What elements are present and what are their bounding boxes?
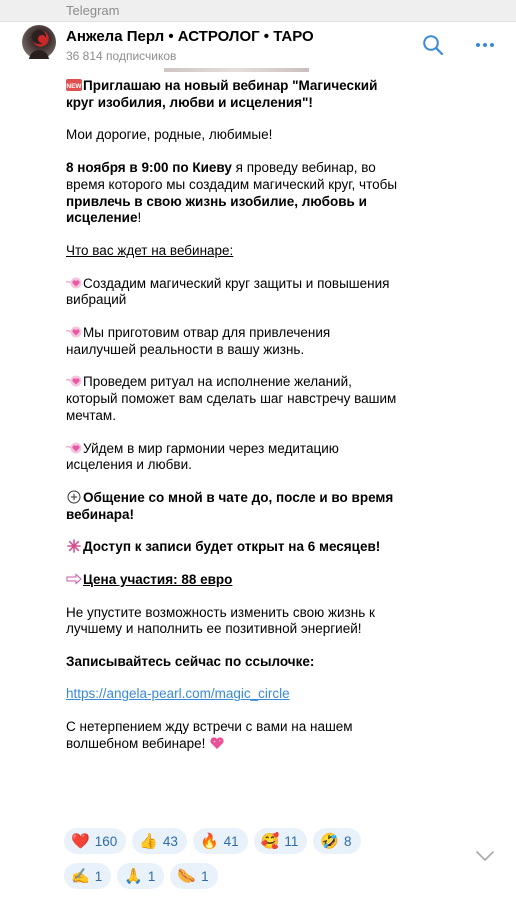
folded-hands-icon: 🙏 — [124, 866, 143, 885]
post-heading — [66, 78, 400, 112]
previous-media-edge — [164, 68, 309, 72]
rofl-face-icon: 🤣 — [320, 831, 340, 850]
reaction-count: 1 — [147, 868, 156, 884]
reaction-heart[interactable] — [64, 828, 126, 854]
avatar-photo-icon — [22, 25, 56, 59]
sparkling-heart-icon — [209, 736, 225, 750]
signup-link[interactable]: https://angela-pearl.com/magic_circle — [66, 686, 290, 702]
plus-circle-icon — [66, 490, 82, 504]
chat-access — [66, 490, 400, 524]
webinar-goal: привлечь в свою жизнь изобилие, любовь и исцеление — [66, 193, 367, 226]
window-title: Telegram — [66, 3, 120, 18]
reactions-row — [64, 828, 394, 854]
reactions-bar — [64, 828, 394, 898]
webinar-intro: я проведу вебинар, во время которого мы создадим магический круг, чтобы — [66, 159, 398, 192]
arrow-right-icon — [66, 572, 82, 586]
heart-bullet-icon — [66, 441, 82, 455]
smiling-face-hearts-icon: 🥰 — [260, 831, 280, 850]
agenda-item — [66, 441, 400, 475]
price-text: Цена участия: 88 евро — [83, 571, 233, 587]
heart-bullet-icon — [66, 325, 82, 339]
reaction-count: 8 — [344, 833, 352, 849]
reaction-count: 11 — [284, 833, 299, 849]
reaction-fire[interactable] — [193, 828, 248, 854]
reaction-pray[interactable] — [117, 863, 164, 889]
agenda-heading: Что вас ждет на вебинаре: — [66, 242, 234, 258]
closing-text: С нетерпением жду встречи с вами на нашем волшебном вебинаре! — [66, 719, 353, 751]
svg-text:NEW: NEW — [66, 83, 82, 90]
recording-access-text: Доступ к записи будет открыт на 6 месяцев! — [83, 539, 381, 555]
signup-call: Записывайтесь сейчас по ссылочке: — [66, 653, 315, 669]
writing-hand-icon: ✍️ — [71, 866, 90, 885]
fire-icon: 🔥 — [199, 831, 219, 850]
reaction-count: 41 — [223, 833, 239, 849]
closing — [66, 719, 400, 753]
thumbs-up-icon: 👍 — [139, 831, 158, 850]
reaction-rofl[interactable] — [313, 828, 360, 854]
agenda-item-text: Проведем ритуал на исполнение желаний, который поможет вам сделать шаг навстречу вашим мечтам. — [66, 374, 397, 423]
more-options-icon[interactable] — [474, 34, 496, 56]
recording-access — [66, 539, 400, 556]
reaction-writing-hand[interactable] — [64, 863, 111, 889]
heart-bullet-icon — [66, 276, 82, 290]
webinar-goal-end: ! — [137, 210, 142, 226]
channel-post — [66, 78, 400, 753]
subscriber-count: 36 814 подписчиков — [66, 49, 177, 63]
channel-avatar[interactable] — [22, 25, 56, 59]
motivation: Не упустите возможность изменить свою жизнь к лучшему и наполнить ее позитивной энергией! — [66, 604, 375, 637]
hotdog-icon: 🌭 — [177, 866, 197, 885]
reactions-row — [64, 863, 394, 889]
webinar-date-paragraph — [66, 160, 400, 227]
chat-access-text: Общение со мной в чате до, после и во время вебинара! — [66, 489, 394, 522]
channel-header[interactable] — [0, 22, 516, 68]
agenda-item — [66, 276, 400, 310]
scroll-down-chevron-icon[interactable] — [474, 848, 496, 864]
post-heading-text: Приглашаю на новый вебинар "Магический круг изобилия, любви и исцеления"! — [66, 78, 378, 110]
channel-title[interactable]: Анжела Перл • АСТРОЛОГ • ТАРО — [66, 28, 314, 45]
webinar-date: 8 ноября в 9:00 по Киеву — [66, 159, 232, 175]
reaction-count: 43 — [162, 833, 178, 849]
heart-bullet-icon — [66, 374, 82, 388]
agenda-item-text: Создадим магический круг защиты и повышения вибраций — [66, 275, 390, 308]
reaction-thumbs-up[interactable] — [132, 828, 187, 854]
reaction-count: 1 — [94, 868, 103, 884]
new-badge-icon — [66, 78, 82, 92]
reaction-count: 1 — [201, 868, 209, 884]
agenda-item — [66, 374, 400, 424]
price — [66, 572, 400, 589]
signup-link-paragraph — [66, 686, 400, 703]
agenda-item-text: Уйдем в мир гармонии через медитацию исцеления и любви. — [66, 440, 339, 473]
window-titlebar — [0, 0, 516, 22]
heart-icon: ❤️ — [71, 831, 90, 850]
sparkle-icon — [66, 539, 82, 553]
reaction-smiling-hearts[interactable] — [254, 828, 308, 854]
agenda-item — [66, 325, 400, 359]
reaction-count: 160 — [94, 833, 118, 849]
reaction-hotdog[interactable] — [170, 863, 217, 889]
agenda-item-text: Мы приготовим отвар для привлечения наилучшей реальности в вашу жизнь. — [66, 324, 331, 357]
greeting: Мои дорогие, родные, любимые! — [66, 127, 273, 143]
search-icon[interactable] — [422, 34, 444, 56]
message-feed[interactable] — [0, 68, 516, 885]
